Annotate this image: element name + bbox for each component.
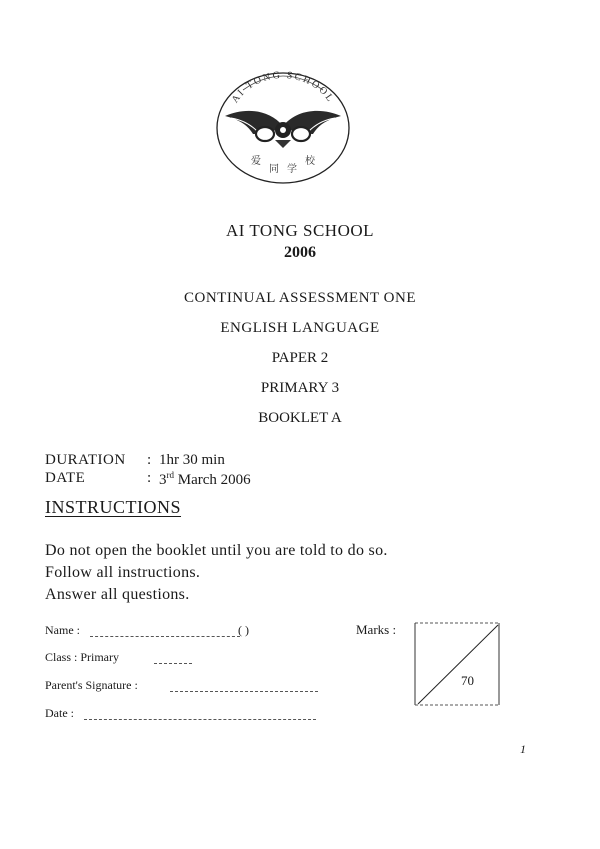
date-value [159,470,251,489]
name-index-paren: ( ) [238,623,249,637]
date-field-label: Date : [45,706,74,720]
name-label: Name : [45,623,80,637]
duration-colon: : [147,452,152,468]
date-day: 3 [159,472,167,488]
crest-char-4: 校 [305,156,315,167]
assessment-title: CONTINUAL ASSESSMENT ONE [183,290,417,306]
school-name: AI TONG SCHOOL [225,221,375,240]
crest-char-3: 学 [287,164,297,175]
marks-diagonal [418,625,498,704]
instruction-line: Do not open the booklet until you are told to do so. [45,542,388,559]
class-field[interactable] [154,663,192,664]
date-rest: March 2006 [174,472,251,488]
crest-arc-text: AI TONG SCHOOL [229,69,337,106]
page-number: 1 [520,742,526,756]
date-colon: : [147,470,152,486]
duration-label: DURATION [45,452,126,468]
instruction-line: Answer all questions. [45,586,190,603]
school-crest-logo [213,68,353,186]
marks-total: 70 [461,673,474,688]
winged-emblem-icon [225,111,341,148]
signature-label: Parent's Signature : [45,678,138,692]
date-field[interactable] [84,719,316,720]
marks-label: Marks : [356,622,397,637]
marks-box [414,622,500,706]
crest-char-1: 爱 [251,156,261,167]
booklet-title: BOOKLET A [258,410,342,426]
date-label: DATE [45,470,86,486]
name-field[interactable] [90,636,240,637]
class-label: Class : Primary [45,650,119,664]
crest-char-2: 同 [269,164,279,175]
date-suffix: rd [166,470,174,480]
instruction-line: Follow all instructions. [45,564,201,581]
level-title: PRIMARY 3 [260,380,340,396]
signature-field[interactable] [170,691,318,692]
subject-title: ENGLISH LANGUAGE [220,320,380,336]
school-year: 2006 [284,244,316,261]
paper-title: PAPER 2 [271,350,329,366]
duration-value: 1hr 30 min [159,452,225,468]
instructions-heading: INSTRUCTIONS [45,497,182,517]
